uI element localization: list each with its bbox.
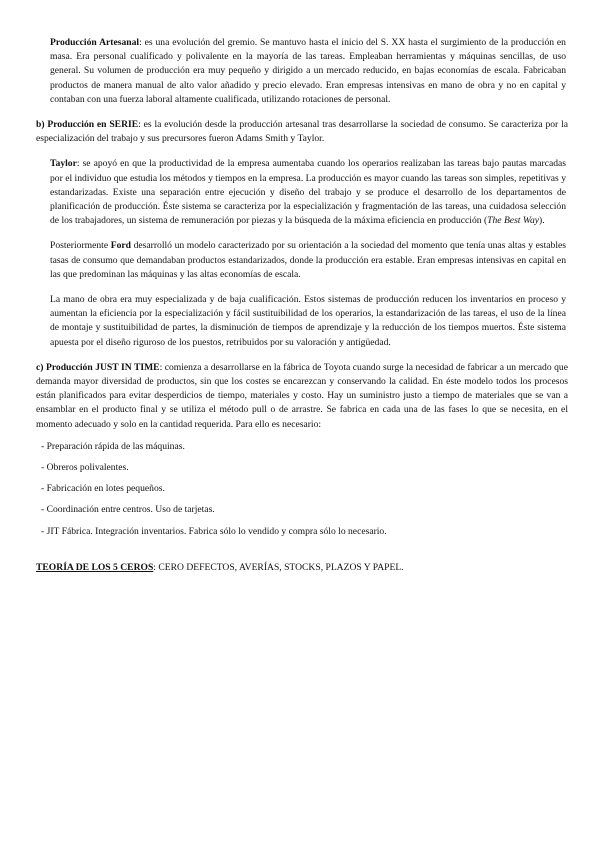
paragraph-serie	[36, 118, 568, 146]
paragraph-artesanal	[36, 36, 568, 107]
text-jit: : comienza a desarrollarse en la fábrica de Toyota cuando surge la necesidad de fabricar a un mercado que demanda mayor diversidad de productos, sin que los costes se encarezcan y conservando la calidad. En éste modelo todos los procesos están planificados para evitar desperdicios de tiempo, materiales y costo. Hay un suministro justo a tiempo de materiales que se van a ensamblar en el producto final y se utiliza el método pull o de arrastre. Se fabrica en cada una de las fases lo que se necesita, en el momento adecuado y solo en la cantidad requerida. Para ello es necesario:	[36, 361, 568, 430]
text-serie: : es la evolución desde la producción artesanal tras desarrollarse la sociedad de consumo. Se caracteriza por la especialización del trabajo y sus precursores fueron Adams Smith y Taylor.	[36, 119, 569, 145]
text-ford-before: Posteriormente	[50, 240, 111, 252]
document-page	[36, 36, 568, 575]
text-artesanal: : es una evolución del gremio. Se mantuvo hasta el inicio del S. XX hasta el surgimiento de la producción en masa. Era personal cualificado y polivalente en la mayoría de las tareas. Empleaban herramientas y máquinas sencillas, de uso general. Su volumen de producción era muy pequeño y dirigido a un mercado reducido, en bajas economías de escala. Fabricaban productos de manera manual de alto valor añadido y precio elevado. Eran empresas intensivas en mano de obra y no en capital y contaban con una fuerza laboral altamente cualificada, utilizando rotaciones de personal.	[50, 37, 566, 105]
paragraph-mano-obra	[36, 293, 568, 350]
list-item: - JIT Fábrica. Integración inventarios. Fabrica sólo lo vendido y compra sólo lo necesario.	[41, 525, 387, 537]
text-taylor-end: ).	[539, 215, 545, 227]
text-ford: desarrolló un modelo caracterizado por su orientación a la sociedad del momento que tenía unas altas y estables tasas de consumo que demandaban productos estandarizados, donde la producción era estable. Eran empresas intensivas en capital en las que predominan las máquinas y las altas economías de escala.	[50, 240, 566, 280]
paragraph-ford	[36, 239, 568, 282]
paragraph-jit	[36, 361, 568, 432]
paragraph-taylor	[36, 157, 568, 228]
list-item: - Obreros polivalentes.	[41, 462, 129, 474]
term-ford: Ford	[110, 240, 131, 252]
text-taylor: : se apoyó en que la productividad de la empresa aumentaba cuando los operarios realizaban las tareas bajo pautas marcadas por el individuo que estudia los métodos y tiempos en la empresa. La producción es mayor cuando las tareas son simples, repetitivas y estandarizadas. Existe una separación entre ejecución y diseño del trabajo y se produce el desarrollo de los departamentos de planificación de producción. Éste sistema se caracteriza por la especialización y fragmentación de las tareas, una cuidadosa selección de los trabajadores, un sistema de remuneración por piezas y la búsqueda de la máxima eficiencia en producción (	[50, 158, 566, 227]
list-item: - Coordinación entre centros. Uso de tarjetas.	[41, 504, 215, 516]
requirements-list	[36, 440, 568, 539]
text-mano-obra: La mano de obra era muy especializada y de baja cualificación. Estos sistemas de producción reducen los inventarios en proceso y aumentan la eficiencia por la especialización y fácil sustituibilidad de los operarios, la estandarización de las tareas, el uso de la línea de montaje y sustituibilidad de partes, la disminución de tiempos de aprendizaje y la reducción de los tiempos muertos. Éste sistema apuesta por el diseño riguroso de los puestos, retribuidos por su valoración y antigüedad.	[50, 294, 566, 348]
list-item: - Preparación rápida de las máquinas.	[41, 440, 185, 452]
paragraph-theory	[36, 561, 568, 575]
term-theory: TEORÍA DE LOS 5 CEROS	[36, 561, 154, 573]
term-artesanal: Producción Artesanal	[50, 37, 140, 48]
text-theory: : CERO DEFECTOS, AVERÍAS, STOCKS, PLAZOS Y PAPEL.	[153, 561, 404, 573]
term-jit: c) Producción JUST IN TIME	[36, 361, 160, 373]
term-taylor: Taylor	[50, 158, 77, 170]
term-serie: b) Producción en SERIE	[36, 119, 139, 131]
italic-best-way: The Best Way	[487, 215, 540, 227]
list-item: - Fabricación en lotes pequeños.	[41, 483, 165, 495]
